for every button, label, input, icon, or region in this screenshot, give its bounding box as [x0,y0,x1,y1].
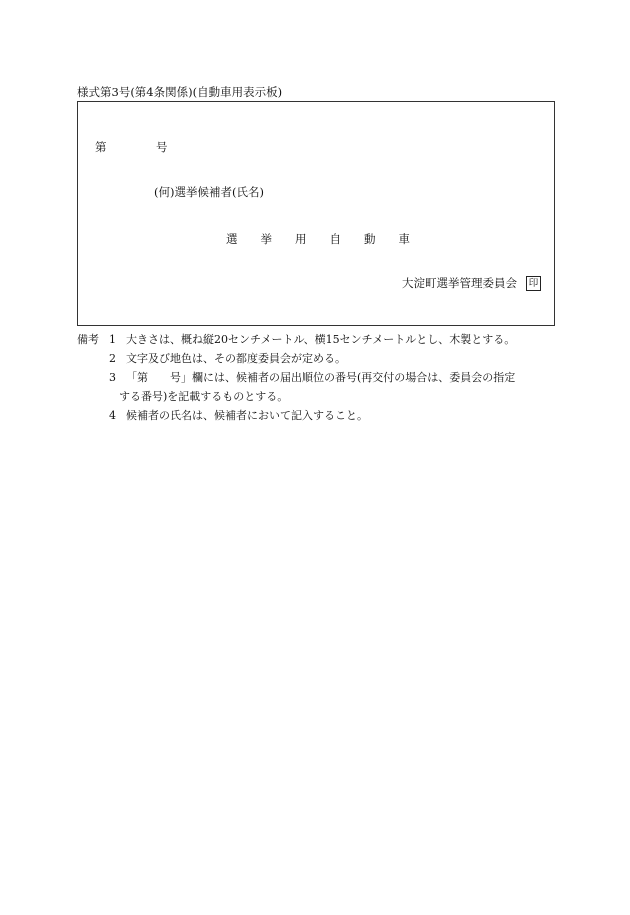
committee-line [402,275,541,291]
remark-text: 大きさは、概ね縦20センチメートル、横15センチメートルとし、木製とする。 [126,333,516,346]
seal-stamp: 印 [526,276,541,291]
vehicle-title-char: 用 [295,232,307,246]
remark-item [77,406,557,425]
vehicle-title-char: 選 [226,232,238,246]
page-title: 様式第3号(第4条関係)(自動車用表示板) [77,85,283,99]
remarks-section [77,330,557,425]
number-label: 第 [95,140,107,154]
remark-number: 2 [109,352,116,365]
vehicle-title-char: 挙 [260,232,272,246]
remark-number: 4 [109,409,116,422]
remark-item [77,330,557,349]
remark-continuation: する番号)を記載するものとする。 [119,390,289,403]
number-suffix: 号 [156,140,168,154]
vehicle-title-char: 車 [398,232,410,246]
remark-text: 「第 号」欄には、候補者の届出順位の番号(再交付の場合は、委員会の指定 [126,371,516,384]
vehicle-title-char: 自 [329,232,341,246]
remark-number: 3 [109,371,116,384]
vehicle-title [226,231,433,247]
remarks-label: 備考 [77,333,99,346]
remark-number: 1 [109,333,116,346]
remark-item [77,368,557,387]
remark-item [77,349,557,368]
remark-text: 候補者の氏名は、候補者において記入すること。 [126,409,368,422]
candidate-name-line: (何)選挙候補者(氏名) [154,185,264,199]
vehicle-sign-panel [77,101,555,326]
committee-name: 大淀町選挙管理委員会 [402,276,517,290]
remark-text: 文字及び地色は、その都度委員会が定める。 [126,352,346,365]
vehicle-title-char: 動 [364,232,376,246]
